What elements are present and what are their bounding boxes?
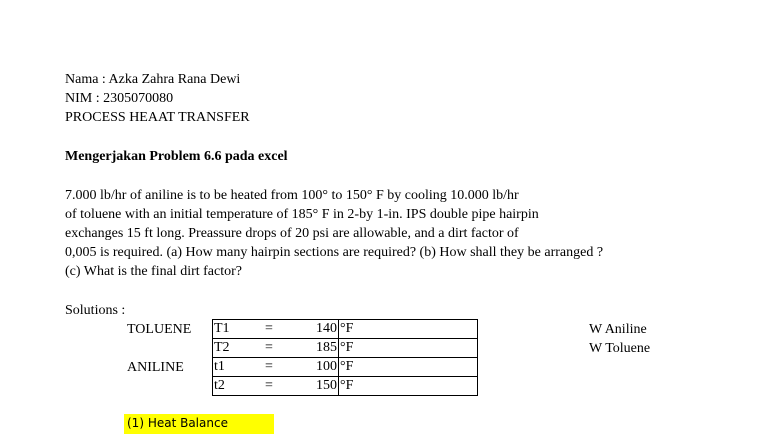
temp-name-cell[interactable]: t1: [213, 358, 254, 377]
course-line: PROCESS HEAAT TRANSFER: [65, 110, 250, 125]
problem-title: Mengerjakan Problem 6.6 pada excel: [65, 149, 288, 164]
temp-value-cell[interactable]: 140: [285, 320, 339, 339]
temp-name-cell[interactable]: T2: [213, 339, 254, 358]
table-row: [213, 377, 478, 396]
temperature-table: [212, 319, 478, 396]
temp-value-cell[interactable]: 150: [285, 377, 339, 396]
nim-line: NIM : 2305070080: [65, 91, 174, 106]
w-toluene-label: W Toluene: [589, 341, 651, 356]
equals-cell[interactable]: =: [253, 377, 285, 396]
temp-name-cell[interactable]: T1: [213, 320, 254, 339]
table-row: [213, 320, 478, 339]
problem-line-2: of toluene with an initial temperature of 185° F in 2-by 1-in. IPS double pipe hairpin: [65, 207, 539, 222]
name-line: Nama : Azka Zahra Rana Dewi: [65, 72, 241, 87]
temp-value-cell[interactable]: 100: [285, 358, 339, 377]
temp-unit-cell[interactable]: °F: [339, 339, 478, 358]
equals-cell[interactable]: =: [253, 320, 285, 339]
aniline-label: ANILINE: [127, 360, 184, 375]
temp-unit-cell[interactable]: °F: [339, 320, 478, 339]
temp-unit-cell[interactable]: °F: [339, 377, 478, 396]
solutions-label: Solutions :: [65, 303, 126, 318]
toluene-label: TOLUENE: [127, 322, 192, 337]
problem-line-5: (c) What is the final dirt factor?: [65, 264, 242, 279]
equals-cell[interactable]: =: [253, 339, 285, 358]
heat-balance-cell[interactable]: [124, 414, 274, 434]
equals-cell[interactable]: =: [253, 358, 285, 377]
table-row: [213, 358, 478, 377]
problem-line-1: 7.000 lb/hr of aniline is to be heated from 100° to 150° F by cooling 10.000 lb/hr: [65, 188, 519, 203]
heat-balance-label: (1) Heat Balance: [127, 416, 228, 430]
table-row: [213, 339, 478, 358]
temp-name-cell[interactable]: t2: [213, 377, 254, 396]
problem-line-4: 0,005 is required. (a) How many hairpin sections are required? (b) How shall they be arranged ?: [65, 245, 604, 260]
w-aniline-label: W Aniline: [589, 322, 647, 337]
temp-unit-cell[interactable]: °F: [339, 358, 478, 377]
temp-value-cell[interactable]: 185: [285, 339, 339, 358]
problem-line-3: exchanges 15 ft long. Preassure drops of 20 psi are allowable, and a dirt factor of: [65, 226, 519, 241]
